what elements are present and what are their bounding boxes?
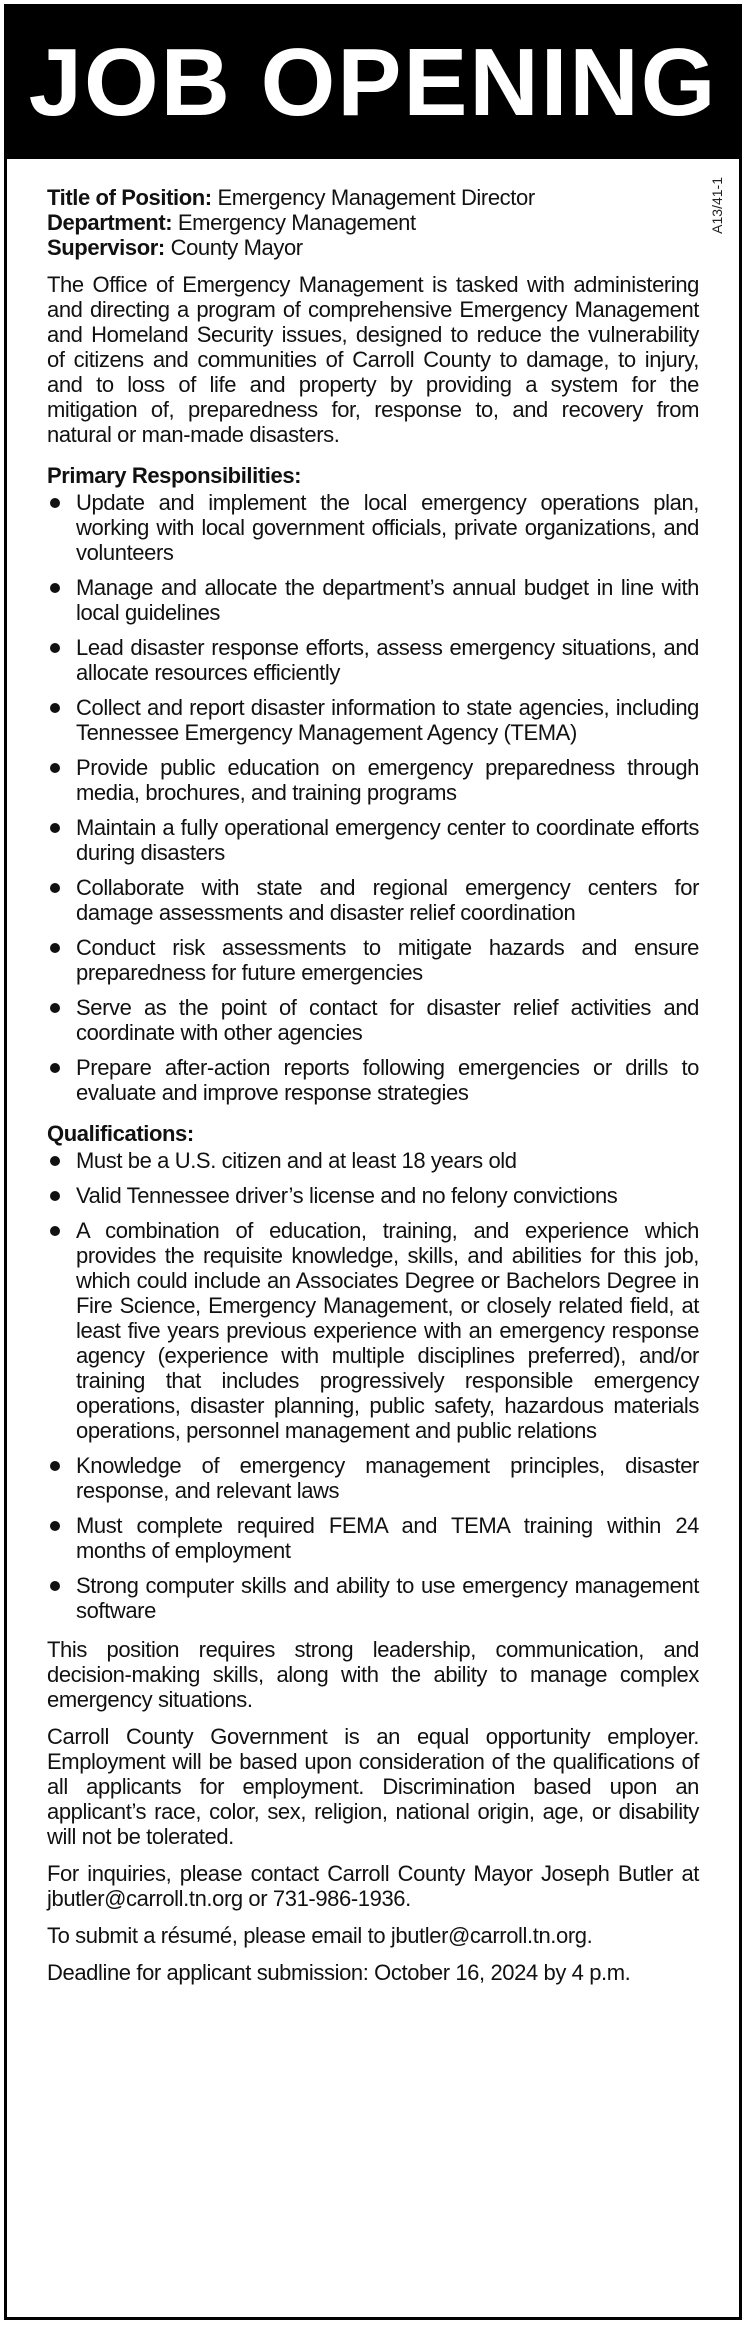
qualification-text: A combination of education, training, and experience which provides the requisite knowledge, skills, and abilities for this job, which could include an Associates Degree or Bachelors Degree in Fire Science, Emergency Management, or closely related field, at least five years previous experience with an emergency response agency (experience with multiple disciplines preferred), and/or training that includes progressively responsible emergency operations, disaster planning, public safety, hazardous materials operations, personnel management and public relations	[76, 1218, 699, 1443]
list-item	[47, 1055, 699, 1105]
contact-paragraph: For inquiries, please contact Carroll County Mayor Joseph Butler at jbutler@carroll.tn.org or 731-986-1936.	[47, 1861, 699, 1911]
leadership-paragraph: This position requires strong leadership, communication, and decision-making skills, along with the ability to manage complex emergency situations.	[47, 1637, 699, 1712]
list-item	[47, 1183, 699, 1208]
bullet-icon	[50, 883, 60, 893]
responsibilities-list	[47, 490, 699, 1105]
list-item	[47, 575, 699, 625]
list-item	[47, 815, 699, 865]
bullet-icon	[50, 823, 60, 833]
qualifications-heading: Qualifications:	[47, 1121, 194, 1146]
bullet-icon	[50, 583, 60, 593]
list-item	[47, 1218, 699, 1443]
list-item	[47, 695, 699, 745]
qualification-text: Knowledge of emergency management principles, disaster response, and relevant laws	[76, 1453, 699, 1503]
bullet-icon	[50, 1191, 60, 1201]
bullet-icon	[50, 943, 60, 953]
ad-content	[7, 159, 739, 1985]
list-item	[47, 1453, 699, 1503]
bullet-icon	[50, 643, 60, 653]
list-item	[47, 875, 699, 925]
department-label: Department:	[47, 210, 173, 235]
list-item	[47, 1513, 699, 1563]
bullet-icon	[50, 1156, 60, 1166]
responsibility-text: Collect and report disaster information to state agencies, including Tennessee Emergency Management Agency (TEMA)	[76, 695, 699, 745]
bullet-icon	[50, 1063, 60, 1073]
eeo-paragraph: Carroll County Government is an equal opportunity employer. Employment will be based upon consideration of the qualifications of all applicants for employment. Discrimination based upon an applicant’s race, color, sex, religion, national origin, age, or disability will not be tolerated.	[47, 1724, 699, 1849]
position-title-line	[47, 185, 699, 210]
department-line	[47, 210, 699, 235]
responsibilities-heading: Primary Responsibilities:	[47, 463, 302, 488]
responsibility-text: Maintain a fully operational emergency center to coordinate efforts during disasters	[76, 815, 699, 865]
responsibility-text: Conduct risk assessments to mitigate hazards and ensure preparedness for future emergencies	[76, 935, 699, 985]
list-item	[47, 635, 699, 685]
job-ad	[4, 4, 742, 2320]
responsibility-text: Collaborate with state and regional emergency centers for damage assessments and disaster relief coordination	[76, 875, 699, 925]
intro-paragraph: The Office of Emergency Management is tasked with administering and directing a program of comprehensive Emergency Management and Homeland Security issues, designed to reduce the vulnerability of citizens and communities of Carroll County to damage, to injury, and to loss of life and property by providing a system for the mitigation of, preparedness for, response to, and recovery from natural or man-made disasters.	[47, 272, 699, 447]
responsibility-text: Serve as the point of contact for disaster relief activities and coordinate with other agencies	[76, 995, 699, 1045]
banner-title: JOB OPENING	[7, 7, 739, 159]
qualification-text: Strong computer skills and ability to use emergency management software	[76, 1573, 699, 1623]
bullet-icon	[50, 1521, 60, 1531]
responsibility-text: Prepare after-action reports following emergencies or drills to evaluate and improve response strategies	[76, 1055, 699, 1105]
list-item	[47, 490, 699, 565]
bullet-icon	[50, 1461, 60, 1471]
bullet-icon	[50, 1003, 60, 1013]
bullet-icon	[50, 763, 60, 773]
department-value: Emergency Management	[177, 210, 416, 235]
responsibility-text: Provide public education on emergency preparedness through media, brochures, and training programs	[76, 755, 699, 805]
qualification-text: Must be a U.S. citizen and at least 18 years old	[76, 1148, 517, 1173]
responsibility-text: Update and implement the local emergency operations plan, working with local government officials, private organizations, and volunteers	[76, 490, 699, 565]
supervisor-line	[47, 235, 699, 260]
position-title-value: Emergency Management Director	[217, 185, 535, 210]
qualifications-list	[47, 1148, 699, 1623]
deadline-paragraph: Deadline for applicant submission: October 16, 2024 by 4 p.m.	[47, 1960, 631, 1985]
supervisor-label: Supervisor:	[47, 235, 165, 260]
list-item	[47, 935, 699, 985]
list-item	[47, 1148, 699, 1173]
bullet-icon	[50, 1581, 60, 1591]
responsibility-text: Lead disaster response efforts, assess emergency situations, and allocate resources efficiently	[76, 635, 699, 685]
bullet-icon	[50, 498, 60, 508]
position-title-label: Title of Position:	[47, 185, 212, 210]
qualification-text: Must complete required FEMA and TEMA training within 24 months of employment	[76, 1513, 699, 1563]
supervisor-value: County Mayor	[170, 235, 303, 260]
bullet-icon	[50, 703, 60, 713]
list-item	[47, 995, 699, 1045]
list-item	[47, 755, 699, 805]
submit-paragraph: To submit a résumé, please email to jbutler@carroll.tn.org.	[47, 1923, 593, 1948]
qualification-text: Valid Tennessee driver’s license and no felony convictions	[76, 1183, 618, 1208]
list-item	[47, 1573, 699, 1623]
ad-code: A13/41-1	[709, 177, 725, 234]
responsibility-text: Manage and allocate the department’s annual budget in line with local guidelines	[76, 575, 699, 625]
bullet-icon	[50, 1226, 60, 1236]
